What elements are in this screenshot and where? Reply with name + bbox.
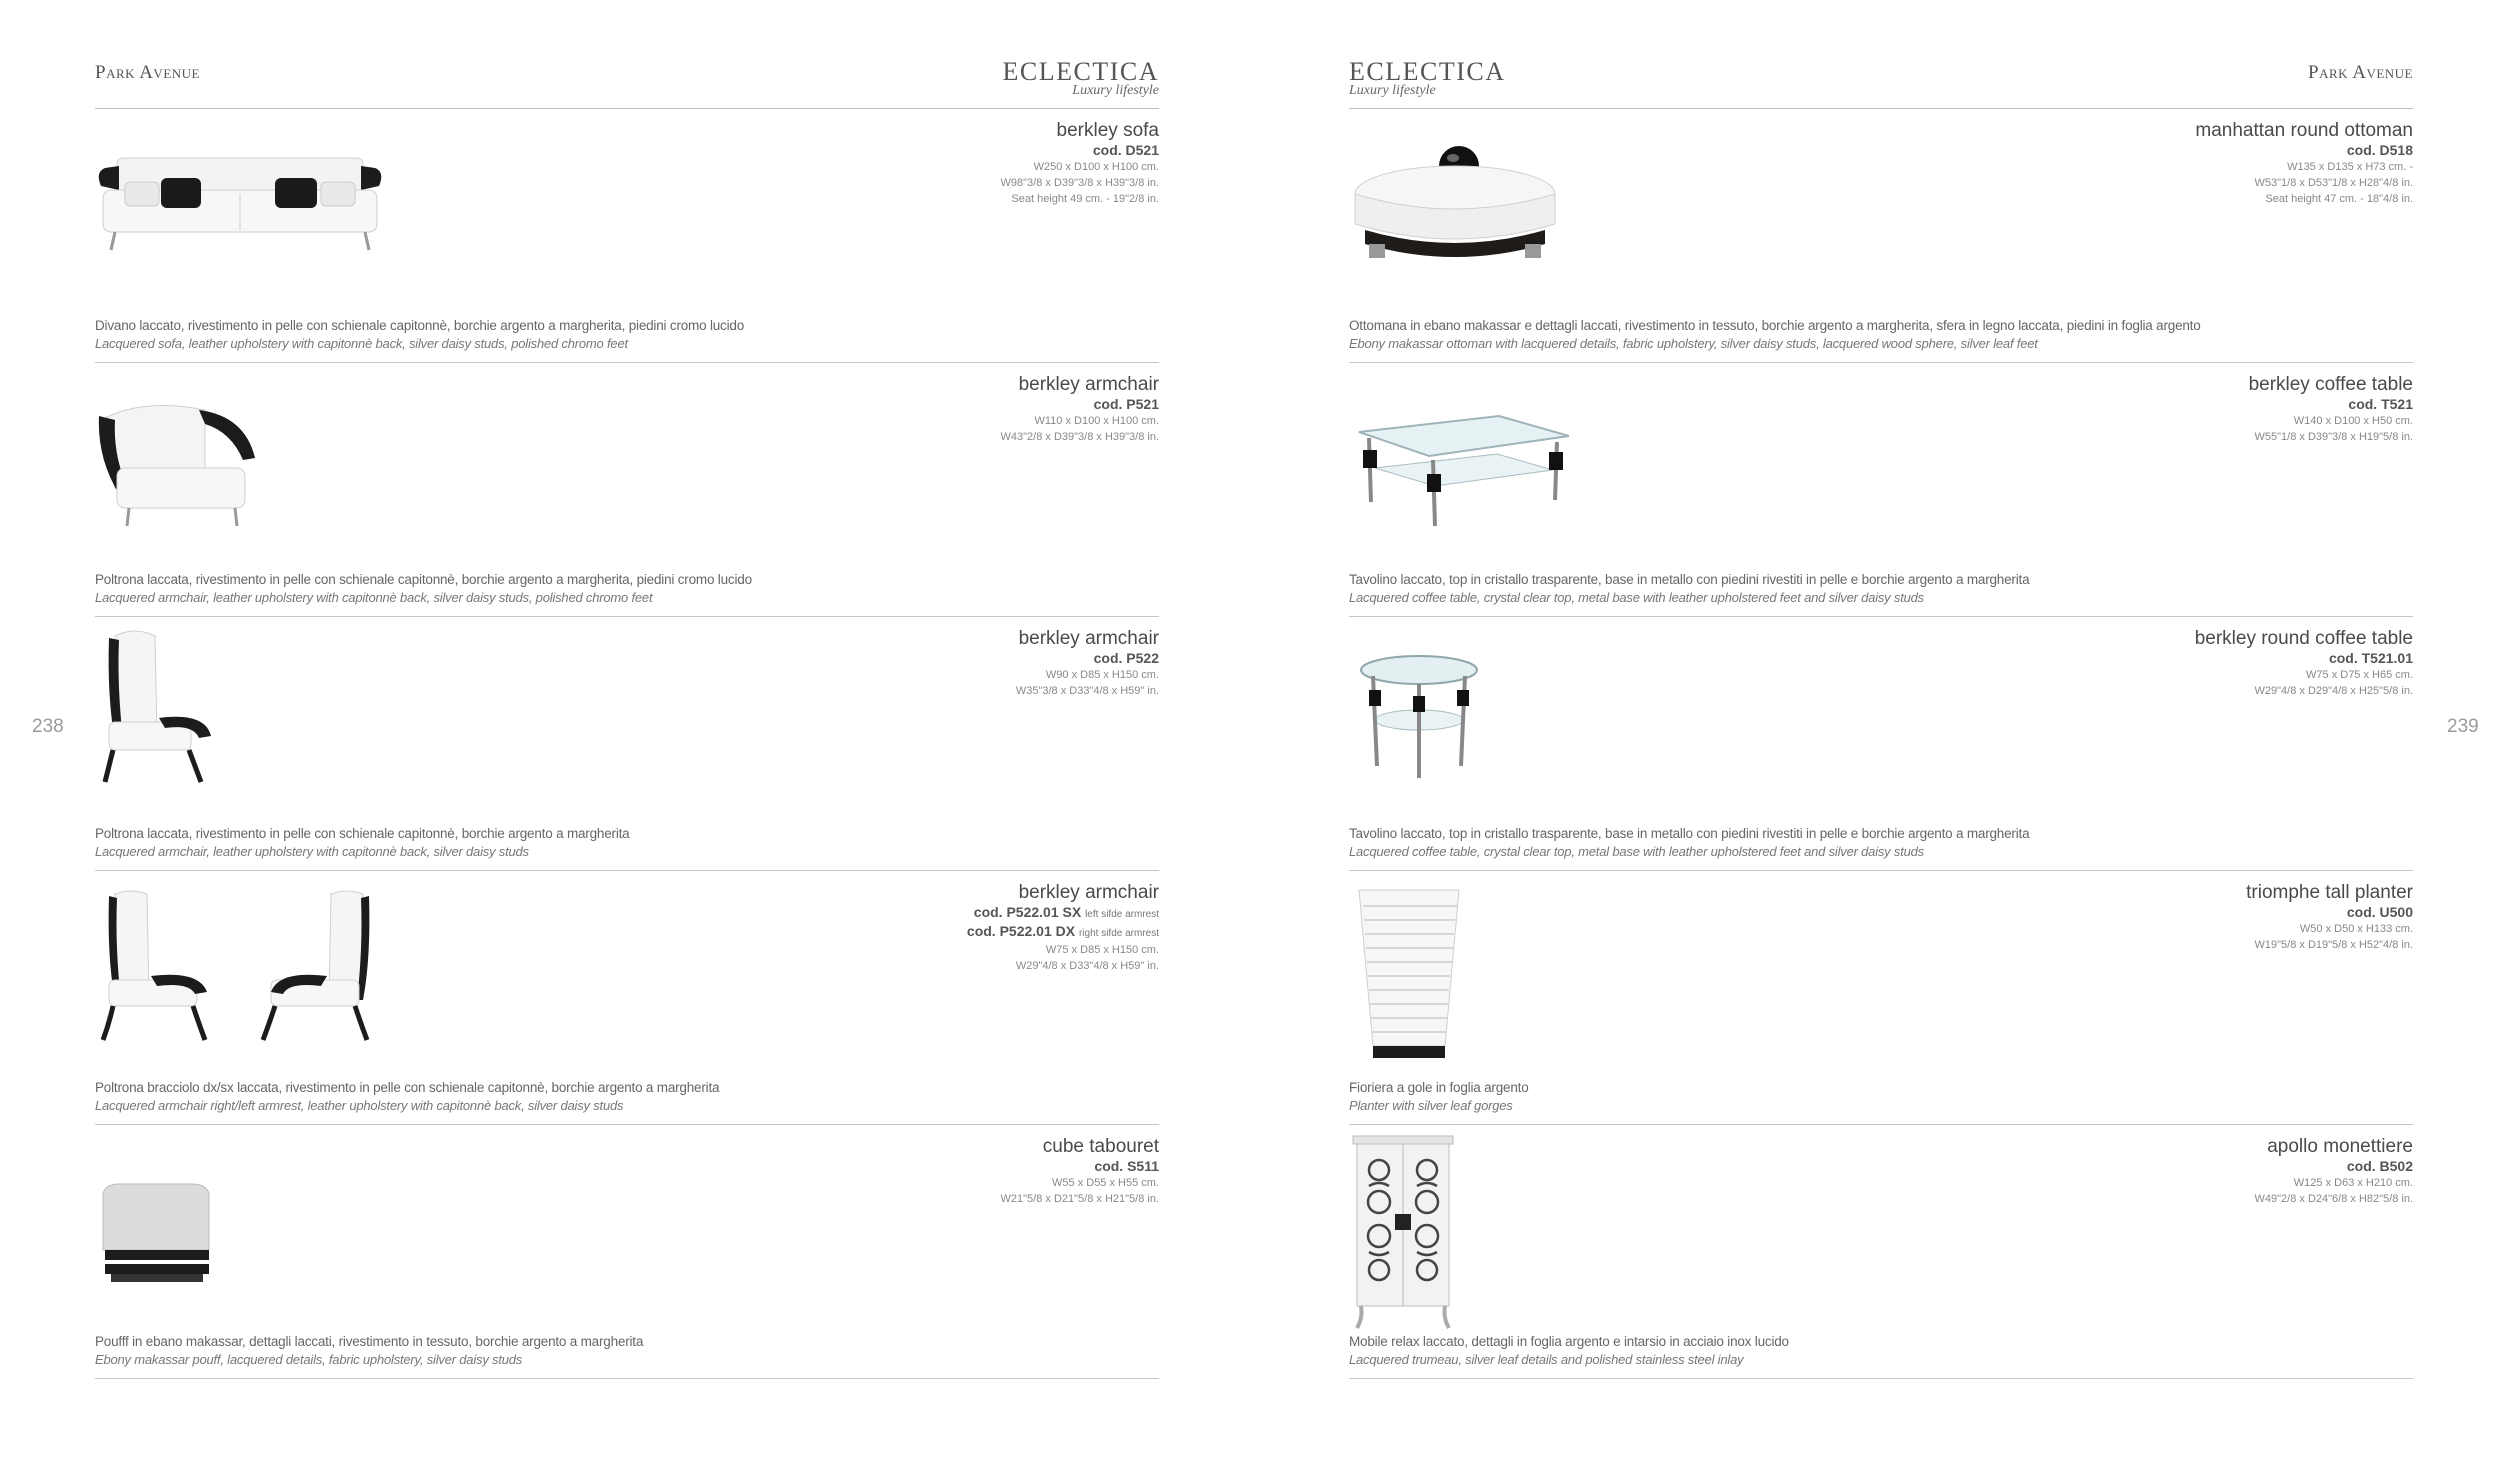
- product-item: [95, 1124, 1159, 1379]
- product-dimension: W29"4/8 x D33"4/8 x H59" in.: [1015, 960, 1159, 972]
- tall-armchair-icon: [95, 626, 215, 801]
- product-item: [1349, 362, 2413, 617]
- product-dimension: W55"1/8 x D39"3/8 x H19"5/8 in.: [2254, 431, 2413, 443]
- product-code: cod. P521: [1093, 396, 1159, 412]
- product-dimension: W90 x D85 x H150 cm.: [1045, 669, 1159, 681]
- collection-name: Park Avenue: [95, 62, 200, 83]
- product-dimension: W19"5/8 x D19"5/8 x H52"4/8 in.: [2254, 939, 2413, 951]
- product-dimension: W43"2/8 x D39"3/8 x H39"3/8 in.: [1000, 431, 1159, 443]
- product-description: [95, 316, 744, 352]
- product-dimension: W53"1/8 x D53"1/8 x H28"4/8 in.: [2254, 177, 2413, 189]
- product-title: berkley coffee table: [2248, 374, 2413, 395]
- description-english: Lacquered armchair right/left armrest, leather upholstery with capitonnè back, silver daisy studs: [95, 1098, 624, 1113]
- product-dimension: W140 x D100 x H50 cm.: [2293, 415, 2413, 427]
- product-description: [1349, 1332, 1789, 1368]
- product-info: [967, 882, 1159, 974]
- product-dimension: W75 x D75 x H65 cm.: [2306, 669, 2413, 681]
- product-code: cod. D518: [2346, 142, 2413, 158]
- product-item: [95, 870, 1159, 1125]
- product-info: [2246, 882, 2413, 953]
- product-dimension: W35"3/8 x D33"4/8 x H59" in.: [1015, 685, 1159, 697]
- product-description: [1349, 570, 2029, 606]
- description-italian: Poltrona laccata, rivestimento in pelle con schienale capitonnè, borchie argento a margherita, piedini cromo lucido: [95, 572, 752, 587]
- product-dimension: W75 x D85 x H150 cm.: [1045, 944, 1159, 956]
- product-info: [2249, 374, 2413, 445]
- product-code: cod. P522: [1093, 650, 1159, 666]
- catalog-page-right: [1349, 0, 2413, 1458]
- planter-icon: [1349, 886, 1469, 1071]
- product-item: [1349, 616, 2413, 871]
- product-item: [95, 616, 1159, 871]
- product-dimension: W29"4/8 x D29"4/8 x H25"5/8 in.: [2254, 685, 2413, 697]
- description-italian: Mobile relax laccato, dettagli in foglia argento e intarsio in acciaio inox lucido: [1349, 1334, 1789, 1349]
- description-italian: Poltrona bracciolo dx/sx laccata, rivestimento in pelle con schienale capitonnè, borchie argento a margherita: [95, 1080, 720, 1095]
- product-info: [2255, 1136, 2413, 1207]
- page-number-right: 239: [2447, 716, 2479, 737]
- description-italian: Ottomana in ebano makassar e dettagli laccati, rivestimento in tessuto, borchie argento a margherita, sfera in legno laccata, piedini in foglia argento: [1349, 318, 2201, 333]
- brand-tagline: Luxury lifestyle: [1349, 83, 1436, 98]
- armchair-icon: [95, 398, 265, 543]
- product-code-note: left sifde armrest: [1085, 909, 1159, 920]
- product-title: triomphe tall planter: [2246, 882, 2413, 903]
- product-dimension: W135 x D135 x H73 cm. -: [2287, 161, 2413, 173]
- product-item: [95, 108, 1159, 363]
- product-item: [1349, 870, 2413, 1125]
- description-english: Lacquered coffee table, crystal clear top, metal base with leather upholstered feet and silver daisy studs: [1349, 844, 1924, 859]
- product-code: cod. U500: [2346, 904, 2413, 920]
- catalog-page-left: [95, 0, 1159, 1458]
- product-dimension: W50 x D50 x H133 cm.: [2299, 923, 2413, 935]
- description-english: Planter with silver leaf gorges: [1349, 1098, 1513, 1113]
- product-title: cube tabouret: [1042, 1136, 1159, 1157]
- description-english: Lacquered armchair, leather upholstery with capitonnè back, silver daisy studs: [95, 844, 529, 859]
- brand-logo: [1003, 58, 1160, 98]
- product-dimension: W55 x D55 x H55 cm.: [1052, 1177, 1159, 1189]
- ottoman-icon: [1349, 144, 1569, 279]
- product-code: [967, 923, 1159, 942]
- armchair-pair-icon: [95, 888, 385, 1063]
- cabinet-icon: [1349, 1130, 1459, 1335]
- product-code: cod. T521.01: [2328, 650, 2413, 666]
- product-dimension: W49"2/8 x D24"6/8 x H82"5/8 in.: [2254, 1193, 2413, 1205]
- product-description: [1349, 824, 2029, 860]
- product-item: [1349, 1124, 2413, 1379]
- sofa-icon: [95, 138, 385, 273]
- product-info: [1001, 1136, 1159, 1207]
- product-title: berkley armchair: [1018, 374, 1159, 395]
- product-dimension: Seat height 49 cm. - 19"2/8 in.: [1011, 193, 1159, 205]
- product-code: cod. T521: [2348, 396, 2413, 412]
- product-title: berkley armchair: [1018, 882, 1159, 903]
- product-dimension: W110 x D100 x H100 cm.: [1034, 415, 1159, 427]
- product-title: manhattan round ottoman: [2195, 120, 2413, 141]
- product-code-note: right sifde armrest: [1078, 928, 1159, 939]
- description-italian: Fioriera a gole in foglia argento: [1349, 1080, 1529, 1095]
- product-title: berkley armchair: [1018, 628, 1159, 649]
- description-english: Lacquered armchair, leather upholstery with capitonnè back, silver daisy studs, polished chromo feet: [95, 590, 653, 605]
- page-header: [95, 58, 1159, 109]
- brand-name: ECLECTICA: [1002, 57, 1159, 86]
- product-title: apollo monettiere: [2267, 1136, 2413, 1157]
- product-code: cod. S511: [1094, 1158, 1159, 1174]
- description-italian: Divano laccato, rivestimento in pelle con schienale capitonnè, borchie argento a margherita, piedini cromo lucido: [95, 318, 745, 333]
- product-dimension: Seat height 47 cm. - 18"4/8 in.: [2265, 193, 2413, 205]
- product-info: [1001, 120, 1159, 207]
- description-italian: Poufff in ebano makassar, dettagli laccati, rivestimento in tessuto, borchie argento a margherita: [95, 1334, 644, 1349]
- description-english: Ebony makassar ottoman with lacquered details, fabric upholstery, silver daisy studs, lacquered wood sphere, silver leaf feet: [1349, 336, 2038, 351]
- page-header: [1349, 58, 2413, 109]
- tabouret-icon: [95, 1180, 215, 1295]
- product-code: cod. D521: [1092, 142, 1159, 158]
- product-description: [1349, 316, 2201, 352]
- brand-logo: [1349, 58, 1506, 98]
- product-description: [95, 570, 752, 606]
- product-info: [1001, 374, 1159, 445]
- collection-name: Park Avenue: [2308, 62, 2413, 83]
- product-dimension: W125 x D63 x H210 cm.: [2293, 1177, 2413, 1189]
- product-code: cod. B502: [2346, 1158, 2413, 1174]
- product-info: [1016, 628, 1159, 699]
- description-italian: Tavolino laccato, top in cristallo trasparente, base in metallo con piedini rivestiti in pelle e borchie argento a margherita: [1349, 826, 2030, 841]
- brand-tagline: Luxury lifestyle: [1072, 83, 1159, 98]
- description-english: Lacquered coffee table, crystal clear top, metal base with leather upholstered feet and silver daisy studs: [1349, 590, 1924, 605]
- product-code-left: cod. P522.01 SX: [973, 904, 1082, 920]
- product-description: [95, 1332, 643, 1368]
- product-title: berkley sofa: [1056, 120, 1159, 141]
- product-description: [95, 1078, 719, 1114]
- product-dimension: W98"3/8 x D39"3/8 x H39"3/8 in.: [1000, 177, 1159, 189]
- product-item: [1349, 108, 2413, 363]
- product-info: [2195, 628, 2413, 699]
- description-english: Lacquered trumeau, silver leaf details and polished stainless steel inlay: [1349, 1352, 1744, 1367]
- round-table-icon: [1349, 650, 1499, 805]
- product-item: [95, 362, 1159, 617]
- description-italian: Poltrona laccata, rivestimento in pelle con schienale capitonnè, borchie argento a margherita: [95, 826, 630, 841]
- product-code-right: cod. P522.01 DX: [966, 923, 1076, 939]
- product-info: [2195, 120, 2413, 207]
- product-dimension: W21"5/8 x D21"5/8 x H21"5/8 in.: [1000, 1193, 1159, 1205]
- product-description: [95, 824, 629, 860]
- description-italian: Tavolino laccato, top in cristallo trasparente, base in metallo con piedini rivestiti in pelle e borchie argento a margherita: [1349, 572, 2030, 587]
- brand-name: ECLECTICA: [1349, 57, 1506, 86]
- description-english: Lacquered sofa, leather upholstery with capitonnè back, silver daisy studs, polished chromo feet: [95, 336, 628, 351]
- page-number-left: 238: [32, 716, 64, 737]
- coffee-table-icon: [1349, 402, 1579, 537]
- description-english: Ebony makassar pouff, lacquered details, fabric upholstery, silver daisy studs: [95, 1352, 523, 1367]
- product-title: berkley round coffee table: [2194, 628, 2413, 649]
- product-code: [967, 904, 1159, 923]
- product-description: [1349, 1078, 1529, 1114]
- product-dimension: W250 x D100 x H100 cm.: [1033, 161, 1159, 173]
